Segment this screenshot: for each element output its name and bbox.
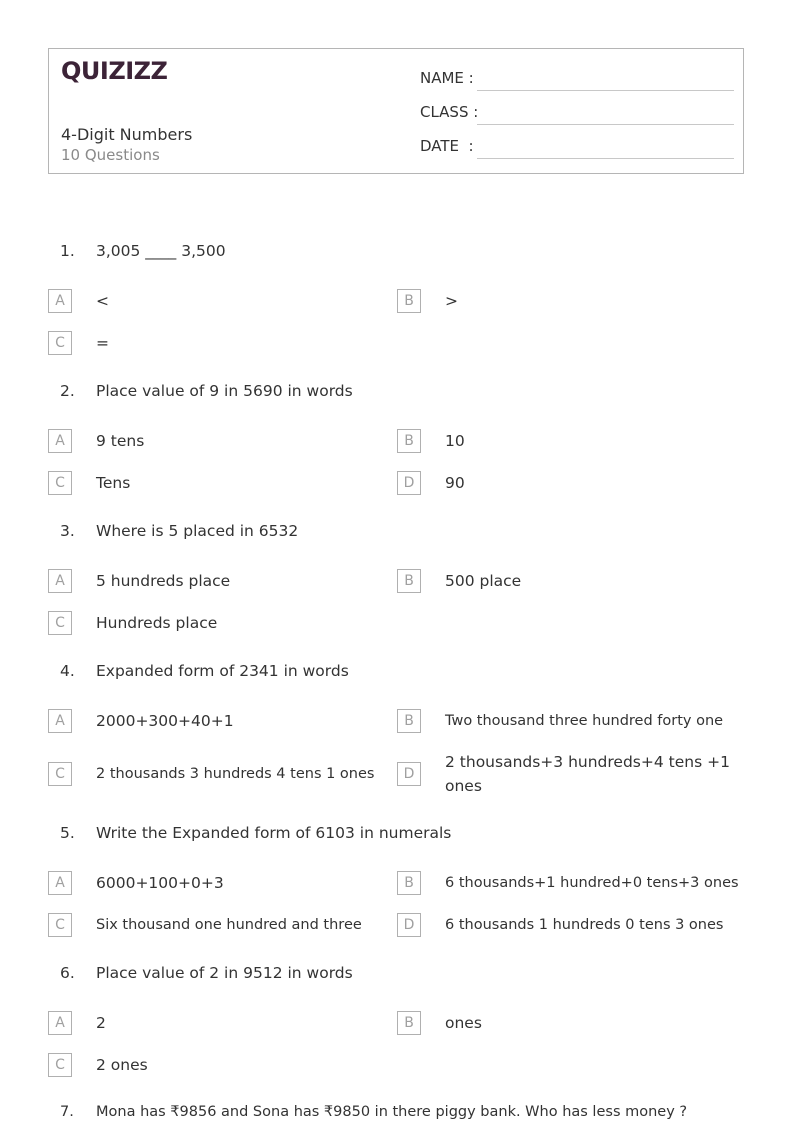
option-text: 6 thousands+1 hundred+0 tens+3 ones bbox=[445, 875, 739, 891]
option-text: 2 bbox=[96, 1014, 106, 1032]
option-text: Tens bbox=[96, 474, 131, 492]
class-label: CLASS : bbox=[420, 103, 479, 121]
option-letter-box: C bbox=[48, 762, 72, 786]
option-letter-box: D bbox=[397, 762, 421, 786]
option-letter-box: C bbox=[48, 1053, 72, 1077]
option-letter-box: A bbox=[48, 709, 72, 733]
option-text: 500 place bbox=[445, 572, 522, 590]
question-number: 3. bbox=[60, 522, 75, 540]
question-text: Place value of 2 in 9512 in words bbox=[96, 964, 353, 982]
question-text: Where is 5 placed in 6532 bbox=[96, 522, 299, 540]
question-count: 10 Questions bbox=[61, 146, 160, 164]
question-number: 7. bbox=[60, 1104, 74, 1120]
option-text: < bbox=[96, 292, 109, 310]
name-field[interactable] bbox=[420, 67, 734, 91]
option-letter-box: D bbox=[397, 471, 421, 495]
option-text: 5 hundreds place bbox=[96, 572, 231, 590]
worksheet-header bbox=[48, 48, 744, 174]
class-line bbox=[477, 124, 734, 125]
name-label: NAME : bbox=[420, 69, 474, 87]
question-number: 5. bbox=[60, 824, 75, 842]
option-letter-box: A bbox=[48, 429, 72, 453]
name-line bbox=[477, 90, 734, 91]
question-text: Write the Expanded form of 6103 in numerals bbox=[96, 824, 452, 842]
option-text: 10 bbox=[445, 432, 465, 450]
option-letter-box: C bbox=[48, 913, 72, 937]
option-letter-box: C bbox=[48, 471, 72, 495]
option-letter-box: A bbox=[48, 871, 72, 895]
option-text: Six thousand one hundred and three bbox=[96, 917, 362, 933]
option-letter-box: C bbox=[48, 331, 72, 355]
class-field[interactable] bbox=[420, 101, 734, 125]
worksheet-title: 4-Digit Numbers bbox=[61, 125, 193, 144]
option-text: 90 bbox=[445, 474, 465, 492]
option-text: 2000+300+40+1 bbox=[96, 712, 234, 730]
option-text: Two thousand three hundred forty one bbox=[445, 713, 724, 729]
option-letter-box: D bbox=[397, 913, 421, 937]
option-letter-box: B bbox=[397, 569, 421, 593]
option-text: 6000+100+0+3 bbox=[96, 874, 224, 892]
option-text: Hundreds place bbox=[96, 614, 218, 632]
option-text: 2 thousands+3 hundreds+4 tens +1 bbox=[445, 753, 730, 771]
question-number: 6. bbox=[60, 964, 75, 982]
option-text: 6 thousands 1 hundreds 0 tens 3 ones bbox=[445, 917, 724, 933]
question-text: Expanded form of 2341 in words bbox=[96, 662, 349, 680]
option-letter-box: B bbox=[397, 709, 421, 733]
option-text: 2 thousands 3 hundreds 4 tens 1 ones bbox=[96, 766, 375, 782]
option-text: > bbox=[445, 292, 458, 310]
option-letter-box: A bbox=[48, 289, 72, 313]
date-line bbox=[477, 158, 734, 159]
date-label: DATE : bbox=[420, 137, 474, 155]
option-letter-box: B bbox=[397, 1011, 421, 1035]
question-text: 3,005 ____ 3,500 bbox=[96, 242, 226, 260]
date-field[interactable] bbox=[420, 135, 734, 159]
option-letter-box: A bbox=[48, 1011, 72, 1035]
question-number: 4. bbox=[60, 662, 75, 680]
option-letter-box: B bbox=[397, 871, 421, 895]
option-text: ones bbox=[445, 1014, 482, 1032]
option-letter-box: B bbox=[397, 289, 421, 313]
question-number: 2. bbox=[60, 382, 75, 400]
option-text: = bbox=[96, 334, 109, 352]
option-letter-box: C bbox=[48, 611, 72, 635]
option-letter-box: B bbox=[397, 429, 421, 453]
option-text: 9 tens bbox=[96, 432, 145, 450]
question-text: Place value of 9 in 5690 in words bbox=[96, 382, 353, 400]
option-letter-box: A bbox=[48, 569, 72, 593]
question-text: Mona has ₹9856 and Sona has ₹9850 in there piggy bank. Who has less money ? bbox=[96, 1104, 688, 1120]
question-number: 1. bbox=[60, 242, 75, 260]
option-text: 2 ones bbox=[96, 1056, 148, 1074]
option-text-continued: ones bbox=[445, 777, 482, 795]
quizizz-logo: QUIZIZZ bbox=[61, 57, 168, 85]
